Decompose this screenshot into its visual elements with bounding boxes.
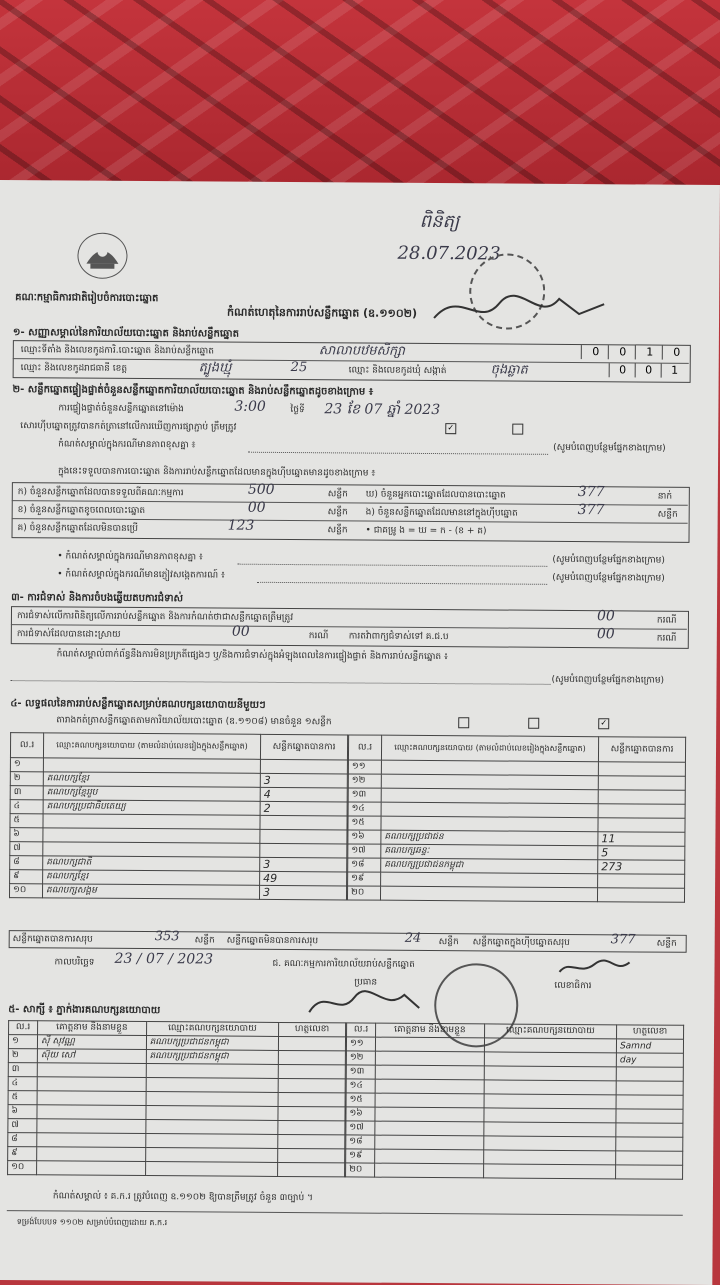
irregularities-note: កំណត់សម្គាល់ពាក់ព័ន្ធនឹងការមិនប្រក្រតីផ្សេងៗ ឬ/និងការជំទាស់ក្នុងអំឡុងពេលនៃការផ្ទៀងផ្ទាត់ និងការរាប់សន្លឹកឆ្នោត ៖ xyxy=(56,649,448,663)
handwritten-review-note: ពិនិត្យ xyxy=(419,210,460,233)
difference-note-label: កំណត់សម្គាល់ក្នុងករណីមានភាពខុសគ្នា ៖ xyxy=(58,439,196,451)
form-footer: ទម្រង់បែបបទ ១១០២ សម្រាប់បំពេញដោយ គ.ក.រ xyxy=(16,1217,168,1228)
table-row: ១៤ xyxy=(348,802,685,818)
footnote: កំណត់សម្គាល់ ៖ គ.ក.រ ត្រូវបំពេញ ឧ.១១០២ ឱ្យបានត្រឹមត្រូវ ចំនួន ៣ច្បាប់ ។ xyxy=(52,1191,314,1204)
table-row: ១៦ xyxy=(346,1107,683,1123)
section4-heading: ៤- លទ្ធផលនៃការរាប់សន្លឹកឆ្នោតសម្រាប់គណបក្សនយោបាយនីមួយៗ xyxy=(10,698,266,711)
witness-table-left: ល.រ គោត្តនាម និងនាមខ្លួន ឈ្មោះគណបក្សនយោបាយ ហត្ថលេខា ១ ស៊ី សុវណ្ណ គណបក្សប្រជាជនកម្ពុជា ២ ស៊ុយ សៅ គណបក្សប្រជាជនកម្ពុជា ៣ ៤ ៥ ៦ ៧ ៨ ៩ ១០ xyxy=(7,1020,346,1177)
table-row: ៣ xyxy=(8,1063,345,1079)
table-row: ៤ xyxy=(8,1077,345,1093)
verify-time: 3:00 xyxy=(234,398,266,415)
ballots-in-box-unit: សន្លឹក xyxy=(657,509,678,520)
table-row: ១០ xyxy=(8,1161,345,1177)
table-row: ១៥ xyxy=(346,1093,683,1109)
table-row: ៥ xyxy=(10,814,347,830)
voters-value: 377 xyxy=(577,484,605,501)
table-row: ៥ xyxy=(8,1091,345,1107)
tally-sheet-checkbox-1[interactable] xyxy=(458,717,469,728)
table-row: ១០ គណបក្សសង្គម 3 xyxy=(9,884,346,900)
total-invalid-value: 24 xyxy=(404,930,422,946)
unused-ballots-unit: សន្លឹក xyxy=(327,525,348,536)
count-formula: • ជាគម្រូ ង = ឃ = ក - (ខ + គ) xyxy=(365,525,487,537)
section3-heading: ៣- ការជំទាស់ និងការចំបងឆ្លើយតបការជំទាស់ xyxy=(11,592,184,605)
table-row: ៤ គណបក្សប្រជាធិបតេយ្យ 2 xyxy=(10,800,347,816)
table-row: ៨ xyxy=(8,1133,345,1149)
table-row: ២ ស៊ុយ សៅ គណបក្សប្រជាជនកម្ពុជា xyxy=(8,1049,345,1065)
observer-note: • កំណត់សម្គាល់ក្នុងករណីមានភ្ញៀវសង្កេតការណ៍ ៖ xyxy=(57,569,226,581)
ballots-in-box-label: ង) ចំនួនសន្លឹកឆ្នោតដែលមាននៅក្នុងហ៊ីបឆ្នោត xyxy=(365,507,518,519)
spoiled-ballots-label: ខ) ចំនួនសន្លឹកឆ្នោតខូចពេលបោះឆ្នោត xyxy=(17,505,146,517)
total-valid-value: 353 xyxy=(154,929,180,945)
spoiled-ballots-unit: សន្លឹក xyxy=(327,507,348,518)
complaints-count-value: 00 xyxy=(596,608,615,625)
table-row: ១៣ xyxy=(346,1065,683,1081)
received-ballots-unit: សន្លឹក xyxy=(327,489,348,500)
ballots-in-box-value: 377 xyxy=(577,502,605,519)
total-valid-unit: សន្លឹក xyxy=(194,935,215,946)
verify-time-label: ការផ្ទៀងផ្ទាត់ចំនួនសន្លឹកឆ្នោតនៅម៉ោង xyxy=(58,403,184,415)
section4-intro: តារាងកត់ត្រាសន្លឹកឆ្នោតតាមការិយាល័យបោះឆ្នោត (ឧ.១១០៨) មានចំនួន ១សន្លឹក xyxy=(56,715,332,728)
table-row: ១៩ xyxy=(348,872,685,888)
form-title: កំណត់ហេតុនៃការរាប់សន្លឹកឆ្នោត (ឧ.១១០២) xyxy=(227,305,418,320)
chair-signature xyxy=(304,982,424,1023)
total-in-box-value: 377 xyxy=(610,932,636,948)
table-row: ២ គណបក្សខ្មែរ 3 xyxy=(10,772,347,788)
chair-label: ប្រធាន xyxy=(354,977,378,988)
section1-heading: ១- សញ្ញាសម្គាល់នៃការិយាល័យបោះឆ្នោត និងរាប់សន្លឹកឆ្នោត xyxy=(12,327,239,340)
table-row: ១៧ xyxy=(346,1121,683,1137)
total-in-box-unit: សន្លឹក xyxy=(656,938,677,949)
spoiled-ballots-value: 00 xyxy=(247,499,266,516)
station-label: ឈ្មោះទីតាំង និងលេខកូដការិ.បោះឆ្នោត និងរាប់សន្លឹកឆ្នោត xyxy=(20,345,214,357)
party-results-table-right: ល.រ ឈ្មោះគណបក្សនយោបាយ (តាមលំដាប់លេខរៀងក្នុងសន្លឹកឆ្នោត) សន្លឹកឆ្នោតបានការ ១១ ១២ ១៣ ១៤ ១៥ ១៦ គណបក្សប្រជាជន 11 ១៧ គណបក្សឆន្ទៈ 5 ១៨ គណបក្សប្រជាជនកម្ពុជា 273 ១៩ ២០ xyxy=(347,734,686,902)
verify-day-label: ថ្ងៃទី xyxy=(290,405,305,416)
count-intro: ក្នុងនេះទទួលបានការបោះឆ្នោត និងការរាប់សន្លឹកឆ្នោតដែលមានក្នុងហ៊ីបឆ្នោតមានដូចខាងក្រោម ៖ xyxy=(57,466,376,479)
table-row: ១២ xyxy=(348,774,685,790)
secretary-label: លេខាធិការ xyxy=(554,980,592,992)
complaints-count-unit: ករណី xyxy=(656,615,677,626)
table-row: ១៣ xyxy=(348,788,685,804)
tablecloth-background xyxy=(0,0,720,200)
table-row: ១៥ xyxy=(348,816,685,832)
province-name: ត្បូងឃ្មុំ xyxy=(198,360,232,376)
province-label: ឈ្មោះ និងលេខកូដរាជធានី ខេត្ត xyxy=(20,363,128,374)
resolved-complaints-value: 00 xyxy=(231,623,250,640)
observer-note-hint: (សូមបំពេញបន្ថែមផ្នែកខាងក្រោម) xyxy=(552,572,665,584)
difference-note-2: • កំណត់សម្គាល់ក្នុងករណីមានភាពខុសគ្នា ៖ xyxy=(57,551,203,563)
received-ballots-label: ក) ចំនួនសន្លឹកឆ្នោតដែលបានទទួលពីគណៈកម្មការ xyxy=(17,487,184,499)
table-row: ៦ xyxy=(10,828,347,844)
table-row: ៩ គណបក្សខ្មែរ 49 xyxy=(10,870,347,886)
voters-label: ឃ) ចំនួនអ្នកបោះឆ្នោតដែលបានបោះឆ្នោត xyxy=(365,489,506,501)
resolved-complaints-unit: ករណី xyxy=(308,631,329,642)
province-code: 25 xyxy=(290,360,308,376)
secretary-signature xyxy=(554,954,634,981)
table-row: ១២ day xyxy=(346,1051,683,1067)
station-code: 0 0 1 0 xyxy=(581,345,689,362)
complaints-count-label: ការជំទាស់លើការពិនិត្យលើការរាប់សន្លឹកឆ្នោត និងការកំណត់ថាជាសន្លឹកឆ្នោតត្រឹមត្រូវ xyxy=(16,611,294,624)
table-row: ១ xyxy=(10,758,347,774)
table-row: ៩ xyxy=(8,1147,345,1163)
table-row: ១៨ xyxy=(346,1135,683,1151)
verify-date: 23 ខែ 07 ឆ្នាំ 2023 xyxy=(324,401,441,419)
table-row: ៣ គណបក្សខ្មែររួប 4 xyxy=(10,786,347,802)
commune-label: ឈ្មោះ និងលេខកូដឃុំ សង្កាត់ xyxy=(348,365,447,377)
election-form-paper xyxy=(0,180,720,1285)
station-name: សាលាបឋមសិក្សា xyxy=(318,343,406,359)
table-row: ៦ xyxy=(8,1105,345,1121)
table-row: ២០ xyxy=(346,1163,683,1179)
table-row: ៧ xyxy=(10,842,347,858)
seal-broken-checkbox[interactable] xyxy=(512,424,523,435)
table-row: ១៤ xyxy=(346,1079,683,1095)
difference-note-hint: (សូមបំពេញបន្ថែមផ្នែកខាងក្រោម) xyxy=(553,442,666,454)
resolved-complaints-label: ការជំទាស់ដែលបានដោះស្រាយ xyxy=(16,629,121,640)
irregularities-hint: (សូមបំពេញបន្ថែមផ្នែកខាងក្រោម) xyxy=(551,674,665,686)
witness-table-right: ល.រ គោត្តនាម និងនាមខ្លួន ឈ្មោះគណបក្សនយោបាយ ហត្ថលេខា ១១ Samnd ១២ day ១៣ ១៤ ១៥ ១៦ ១៧ ១៨ ១៩ ២០ xyxy=(345,1022,684,1179)
seal-check-line: សោរហ៊ីបឆ្នោតត្រូវបានកត់ត្រានៅលើការឃើញការផ្សាភ្ជាប់ ត្រឹមត្រូវ xyxy=(20,421,237,433)
appeals-label: ការតវ៉ាពាក្យជំទាស់ទៅ គ.ជ.ប xyxy=(348,631,449,643)
unused-ballots-value: 123 xyxy=(227,517,255,534)
signing-date-value: 23 / 07 / 2023 xyxy=(114,950,214,968)
committee-label: ជ. គណៈកម្មការការិយាល័យរាប់សន្លឹកឆ្នោត xyxy=(272,958,415,970)
voters-unit: នាក់ xyxy=(657,491,673,502)
table-row: ១៩ xyxy=(346,1149,683,1165)
seal-intact-checkbox[interactable]: ✓ xyxy=(445,423,456,434)
signature-top-right xyxy=(429,283,609,334)
table-row: ១៧ គណបក្សឆន្ទៈ 5 xyxy=(348,844,685,860)
party-results-table-left: ល.រ ឈ្មោះគណបក្សនយោបាយ (តាមលំដាប់លេខរៀងក្នុងសន្លឹកឆ្នោត) សន្លឹកឆ្នោតបានការ ១ ២ គណបក្សខ្មែរ 3 ៣ គណបក្សខ្មែររួប 4 ៤ គណបក្សប្រជាធិបតេយ្យ 2 ៥ ៦ ៧ ៨ គណបក្សជាតិ 3 ៩ គណបក្សខ្មែរ 49 ១០ គណបក្សសង្គម 3 xyxy=(9,732,348,900)
table-row: ១៨ គណបក្សប្រជាជនកម្ពុជា 273 xyxy=(348,858,685,874)
tally-sheet-checkbox-2[interactable] xyxy=(528,718,539,729)
appeals-value: 00 xyxy=(596,626,615,643)
table-row: ១១ Samnd xyxy=(346,1037,683,1053)
totals-row xyxy=(9,930,687,953)
section2-heading: ២- សន្លឹកឆ្នោតផ្ទៀងផ្ទាត់ចំនួនសន្លឹកឆ្នោតការិយាល័យបោះឆ្នោត និងរាប់សន្លឹកឆ្នោតដូចខាងក្រោម ៖ xyxy=(12,384,374,398)
difference-note-2-hint: (សូមបំពេញបន្ថែមផ្នែកខាងក្រោម) xyxy=(552,554,665,566)
table-row: ១ ស៊ី សុវណ្ណ គណបក្សប្រជាជនកម្ពុជា xyxy=(8,1035,345,1051)
office-name: គណៈកម្មាធិការជាតិរៀបចំការបោះឆ្នោត xyxy=(15,292,159,305)
appeals-unit: ករណី xyxy=(656,633,677,644)
commune-code: 0 0 1 xyxy=(609,363,689,380)
table-row: ៧ xyxy=(8,1119,345,1135)
unused-ballots-label: គ) ចំនួនសន្លឹកឆ្នោតដែលមិនបានប្រើ xyxy=(17,523,139,534)
table-row: ២០ xyxy=(347,886,684,902)
total-in-box-label: សន្លឹកឆ្នោតក្នុងហ៊ីបឆ្នោតសរុប xyxy=(472,937,570,948)
table-row: ១១ xyxy=(348,760,685,776)
table-row: ៨ គណបក្សជាតិ 3 xyxy=(10,856,347,872)
signing-date-label: កាលបរិច្ឆេទ xyxy=(54,957,95,968)
total-invalid-unit: សន្លឹក xyxy=(438,937,459,948)
national-emblem-logo xyxy=(77,233,127,279)
total-valid-label: សន្លឹកឆ្នោតបានការសរុប xyxy=(12,934,93,945)
tally-sheet-checkbox-3[interactable]: ✓ xyxy=(598,718,609,729)
commune-name: ចុងឆ្លាត xyxy=(490,362,528,378)
table-row: ១៦ គណបក្សប្រជាជន 11 xyxy=(348,830,685,846)
section5-heading: ៥- សាក្សី ៖ ភ្នាក់ងារគណបក្សនយោបាយ xyxy=(8,1004,161,1017)
handwritten-review-date: 28.07.2023 xyxy=(397,242,501,265)
total-invalid-label: សន្លឹកឆ្នោតមិនបានការសរុប xyxy=(226,935,319,947)
received-ballots-value: 500 xyxy=(247,481,275,498)
